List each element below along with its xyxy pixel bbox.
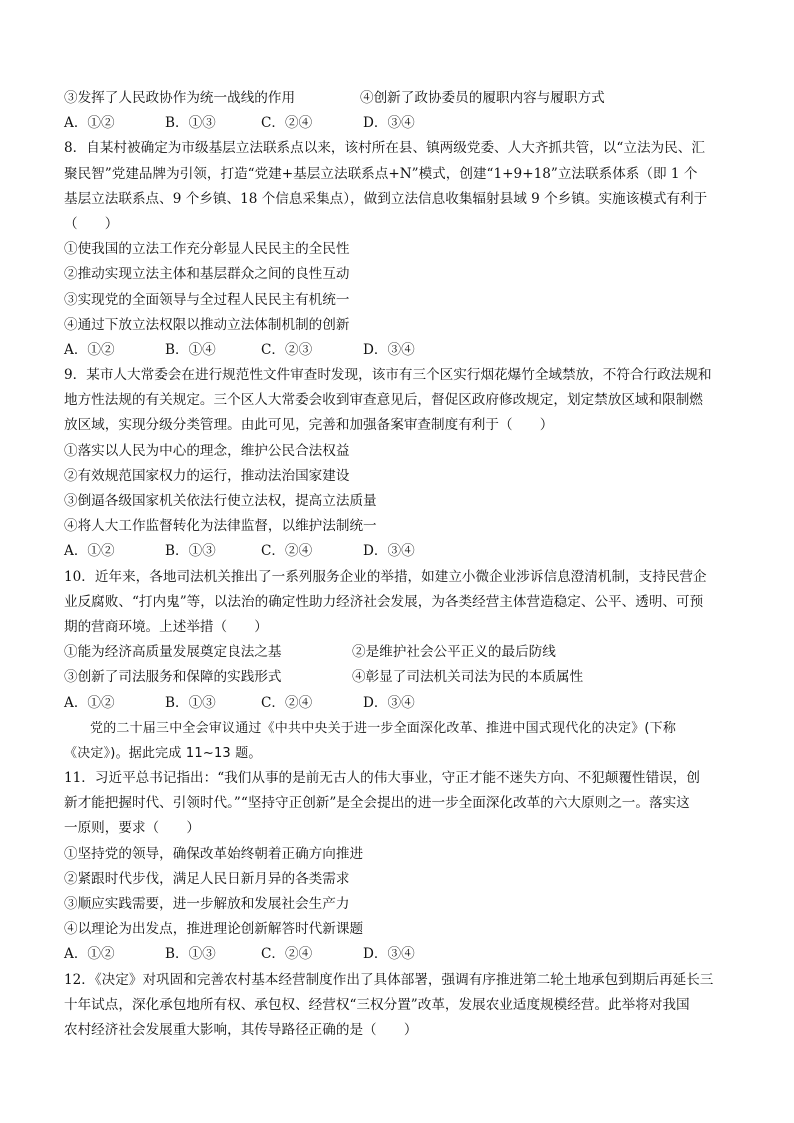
question-stem-line: 十年试点，深化承包地所有权、承包权、经营权“三权分置”改革，发展农业适度规模经营。此举将对我国 bbox=[64, 996, 690, 1013]
option-item[interactable]: ①坚持党的领导，确保改革始终朝着正确方向推进 bbox=[64, 845, 364, 862]
question-stem-line: 业反腐败、“打内鬼”等，以法治的确定性助力经济社会发展，为各类经营主体营造稳定、公平、透明、可预 bbox=[64, 593, 704, 610]
material-line: 《决定》)。据此完成 11~13 题。 bbox=[64, 745, 262, 761]
option-pair-row bbox=[64, 640, 740, 665]
question-stem-line: 12．《决定》对巩固和完善农村基本经营制度作出了具体部署，强调有序推进第二轮土地承包到期后再延长三 bbox=[64, 971, 714, 988]
question-stem-line: 放区域，实现分级分类管理。由此可见，完善和加强备案审查制度有利于（ ） bbox=[64, 417, 554, 434]
option-item[interactable]: ④以理论为出发点，推进理论创新解答时代新课题 bbox=[64, 921, 364, 938]
option-item[interactable]: ③顺应实践需要，进一步解放和发展社会生产力 bbox=[64, 896, 350, 912]
question-stem-line: 新才能把握时代、引领时代。”“坚持守正创新”是全会提出的进一步全面深化改革的六大原则之一。落实这 bbox=[64, 795, 690, 812]
choice-a[interactable]: A．①② bbox=[64, 341, 115, 358]
choice-d[interactable]: D．③④ bbox=[363, 115, 415, 132]
option-item[interactable]: ④将人大工作监督转化为法律监督，以维护法制统一 bbox=[64, 518, 377, 535]
choice-row bbox=[64, 942, 740, 967]
option-item[interactable]: ③倒逼各级国家机关依法行使立法权，提高立法质量 bbox=[64, 493, 377, 509]
question-stem-line: 农村经济社会发展重大影响，其传导路径正确的是（ ） bbox=[64, 1021, 418, 1038]
choice-d[interactable]: D．③④ bbox=[363, 694, 415, 711]
option-item[interactable]: ②有效规范国家权力的运行，推动法治国家建设 bbox=[64, 467, 350, 484]
question-stem-line: 8．自某村被确定为市级基层立法联系点以来，该村所在县、镇两级党委、人大齐抓共管，以“立法为民、汇 bbox=[64, 140, 705, 157]
option-item[interactable]: ①使我国的立法工作充分彰显人民民主的全民性 bbox=[64, 241, 350, 258]
option-item[interactable]: ③实现党的全面领导与全过程人民民主有机统一 bbox=[64, 291, 350, 308]
choice-a[interactable]: A．①② bbox=[64, 543, 115, 560]
answer-blank: （ ） bbox=[64, 215, 119, 232]
choice-row bbox=[64, 338, 740, 363]
option-item[interactable]: ②推动实现立法主体和基层群众之间的良性互动 bbox=[64, 266, 350, 283]
question-stem-line: 9．某市人大常委会在进行规范性文件审查时发现，该市有三个区实行烟花爆竹全域禁放，不符合行政法规和 bbox=[64, 367, 712, 384]
question-8 bbox=[64, 136, 740, 363]
choice-c[interactable]: C．②③ bbox=[261, 341, 313, 358]
choice-d[interactable]: D．③④ bbox=[363, 543, 415, 560]
choice-a[interactable]: A．①② bbox=[64, 115, 115, 132]
question-stem-line: 聚民智”党建品牌为引领，打造“党建+基层立法联系点+N”模式，创建“1+9+18”立法联系体系（即 1 个 bbox=[64, 165, 698, 182]
question-stem-line: 期的营商环境。上述举措（ ） bbox=[64, 618, 268, 635]
option-item[interactable]: ④通过下放立法权限以推动立法体制机制的创新 bbox=[64, 316, 350, 333]
choice-c[interactable]: C．②④ bbox=[261, 543, 313, 560]
option-item[interactable]: ②紧跟时代步伐，满足人民日新月异的各类需求 bbox=[64, 870, 350, 887]
question-stem-line: 一原则，要求（ ） bbox=[64, 820, 200, 837]
option-item[interactable]: ①能为经济高质量发展奠定良法之基 bbox=[64, 644, 282, 661]
choice-c[interactable]: C．②④ bbox=[261, 694, 313, 711]
question-10 bbox=[64, 565, 740, 716]
question-12 bbox=[64, 968, 740, 1044]
choice-a[interactable]: A．①② bbox=[64, 694, 115, 711]
question-stem-line: 基层立法联系点、9 个乡镇、18 个信息采集点），做到立法信息收集辐射县域 9 个乡镇。实施该模式有利于 bbox=[64, 190, 708, 207]
choice-b[interactable]: B．①③ bbox=[165, 543, 216, 560]
choice-d[interactable]: D．③④ bbox=[363, 341, 415, 358]
choice-b[interactable]: B．①③ bbox=[165, 115, 216, 132]
material-passage bbox=[64, 716, 740, 766]
choice-row bbox=[64, 539, 740, 564]
option-item[interactable]: ②是维护社会公平正义的最后防线 bbox=[352, 644, 556, 661]
material-line: 党的二十届三中全会审议通过《中共中央关于进一步全面深化改革、推进中国式现代化的决定》(下称 bbox=[90, 720, 677, 736]
choice-c[interactable]: C．②④ bbox=[261, 115, 313, 132]
choice-a[interactable]: A．①② bbox=[64, 946, 115, 963]
option-pair-row bbox=[64, 665, 740, 690]
question-9 bbox=[64, 363, 740, 565]
question-stem-line: 10．近年来，各地司法机关推出了一系列服务企业的举措，如建立小微企业涉诉信息澄清机制，支持民营企 bbox=[64, 568, 707, 585]
prev-choice-row bbox=[64, 111, 740, 136]
option-3[interactable]: ③发挥了人民政协作为统一战线的作用 bbox=[64, 90, 296, 106]
prev-options-row bbox=[64, 86, 740, 111]
choice-c[interactable]: C．②④ bbox=[261, 946, 313, 963]
choice-b[interactable]: B．①④ bbox=[165, 341, 216, 358]
choice-d[interactable]: D．③④ bbox=[363, 946, 415, 963]
exam-page bbox=[64, 86, 740, 1043]
choice-b[interactable]: B．①③ bbox=[165, 694, 216, 711]
question-stem-line: 地方性法规的有关规定。三个区人大常委会收到审查意见后，督促区政府修改规定，划定禁放区域和限制燃 bbox=[64, 392, 703, 409]
choice-row bbox=[64, 691, 740, 716]
option-4[interactable]: ④创新了政协委员的履职内容与履职方式 bbox=[360, 90, 605, 106]
choice-b[interactable]: B．①③ bbox=[165, 946, 216, 963]
option-item[interactable]: ③创新了司法服务和保障的实践形式 bbox=[64, 669, 282, 686]
question-stem-line: 11．习近平总书记指出：“我们从事的是前无古人的伟大事业，守正才能不迷失方向、不犯颠覆性错误，创 bbox=[64, 770, 700, 787]
question-11 bbox=[64, 766, 740, 968]
option-item[interactable]: ①落实以人民为中心的理念，维护公民合法权益 bbox=[64, 442, 350, 459]
option-item[interactable]: ④彰显了司法机关司法为民的本质属性 bbox=[352, 669, 584, 686]
